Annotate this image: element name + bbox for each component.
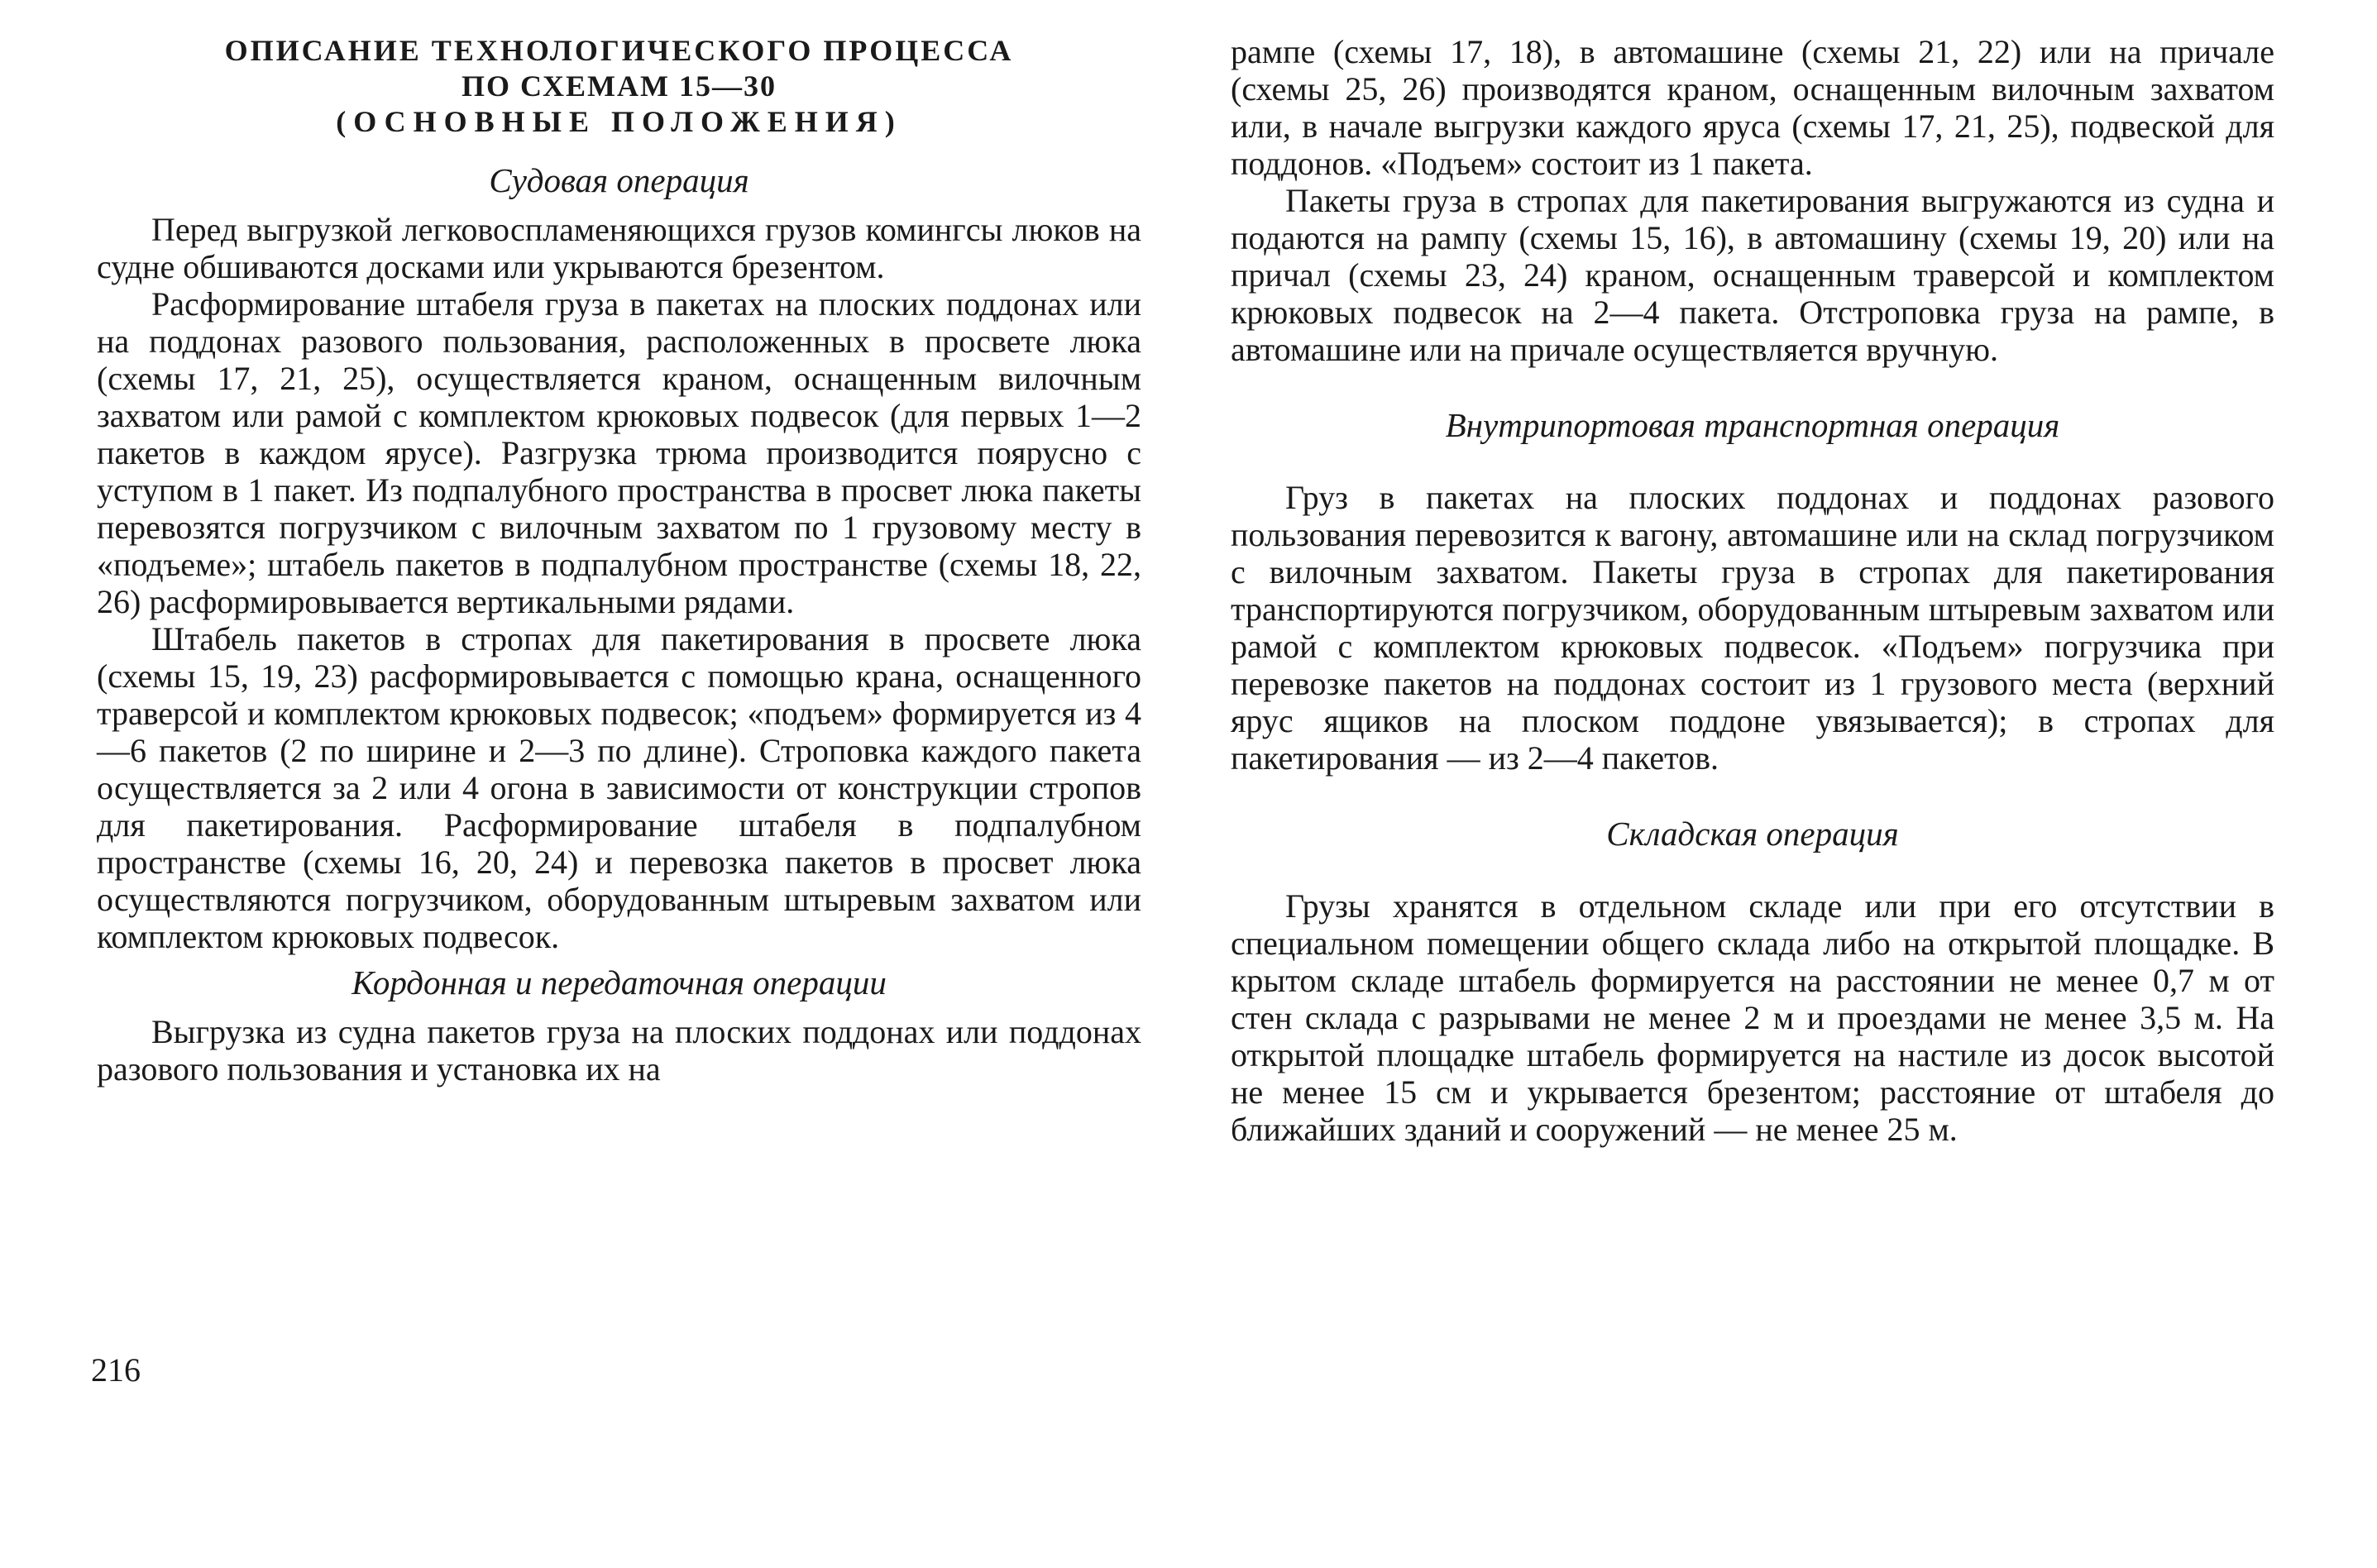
section-title-ship-operation: Судовая операция (489, 161, 749, 199)
document-heading-line-2: ПО СХЕМАМ 15—30 (461, 69, 777, 103)
right-page-column (1231, 33, 2274, 1148)
ship-operation-paragraph-1: Перед выгрузкой легковоспламеняющихся грузов комингсы люков на судне обшиваются досками или укрываются брезентом. (97, 211, 1141, 285)
document-heading-line-3: (ОСНОВНЫЕ ПОЛОЖЕНИЯ) (336, 105, 902, 138)
ship-operation-paragraph-3: Штабель пакетов в стропах для пакетирования в просвете люка (схемы 15, 19, 23) расформировывается с помощью крана, оснащенного траверсой и комплектом крюковых подвесок; «подъем» формируется из 4—6 пакетов (2 по ширине и 2—3 по длине). Строповка каждого пакета осуществляется за 2 или 4 огона в зависимости от конструкции стропов для пакетирования. Расформирование штабеля в подпалубном пространстве (схемы 16, 20, 24) и перевозка пакетов в просвет люка осуществляются погрузчиком, оборудованным штыревым захватом или комплектом крюковых подвесок. (97, 620, 1141, 955)
transport-operation-paragraph-1: Груз в пакетах на плоских поддонах и поддонах разового пользования перевозится к вагону, автомашине или на склад погрузчиком с вилочным захватом. Пакеты груза в стропах для пакетирования транспортируются погрузчиком, оборудованным штыревым захватом или рамой с комплектом крюковых подвесок. «Подъем» погрузчика при перевозке пакетов на поддонах состоит из 1 грузового места (верхний ярус ящиков на плоском поддоне увязывается); в стропах для пакетирования — из 2—4 пакетов. (1231, 479, 2274, 777)
section-title-transport-operation: Внутрипортовая транспортная операция (1445, 406, 2060, 444)
section-title-warehouse-operation: Складская операция (1606, 815, 1899, 853)
document-heading-line-1: ОПИСАНИЕ ТЕХНОЛОГИЧЕСКОГО ПРОЦЕССА (224, 34, 1014, 67)
cordon-operation-paragraph-1: Выгрузка из судна пакетов груза на плоских поддонах или поддонах разового пользования и установка их на (97, 1013, 1141, 1088)
cordon-operation-continuation: рампе (схемы 17, 18), в автомашине (схемы 21, 22) или на причале (схемы 25, 26) производятся краном, оснащенным вилочным захватом или, в начале выгрузки каждого яруса (схемы 17, 21, 25), подвеской для поддонов. «Подъем» состоит из 1 пакета. (1231, 33, 2274, 182)
cordon-operation-paragraph-2: Пакеты груза в стропах для пакетирования выгружаются из судна и подаются на рампу (схемы 15, 16), в автомашину (схемы 19, 20) или на причал (схемы 23, 24) краном, оснащенным траверсой и комплектом крюковых подвесок на 2—4 пакета. Отстроповка груза на рампе, в автомашине или на причале осуществляется вручную. (1231, 182, 2274, 368)
left-page-column (97, 33, 1141, 1088)
ship-operation-paragraph-2: Расформирование штабеля груза в пакетах на плоских поддонах или на поддонах разового пользования, расположенных в просвете люка (схемы 17, 21, 25), осуществляется краном, оснащенным вилочным захватом или рамой с комплектом крюковых подвесок (для первых 1—2 пакетов в каждом ярусе). Разгрузка трюма производится поярусно с уступом в 1 пакет. Из подпалубного пространства в просвет люка пакеты перевозятся погрузчиком с вилочным захватом по 1 грузовому месту в «подъеме»; штабель пакетов в подпалубном пространстве (схемы 18, 22, 26) расформировывается вертикальными рядами. (97, 285, 1141, 620)
warehouse-operation-paragraph-1: Грузы хранятся в отдельном складе или при его отсутствии в специальном помещении общего склада либо на открытой площадке. В крытом складе штабель формируется на расстоянии не менее 0,7 м от стен склада с разрывами не менее 2 м и проездами не менее 3,5 м. На открытой площадке штабель формируется на настиле из досок высотой не менее 15 см и укрывается брезентом; расстояние от штабеля до ближайших зданий и сооружений — не менее 25 м. (1231, 887, 2274, 1148)
section-title-cordon-operation: Кордонная и передаточная операции (352, 963, 887, 1002)
page-number: 216 (91, 1351, 141, 1389)
